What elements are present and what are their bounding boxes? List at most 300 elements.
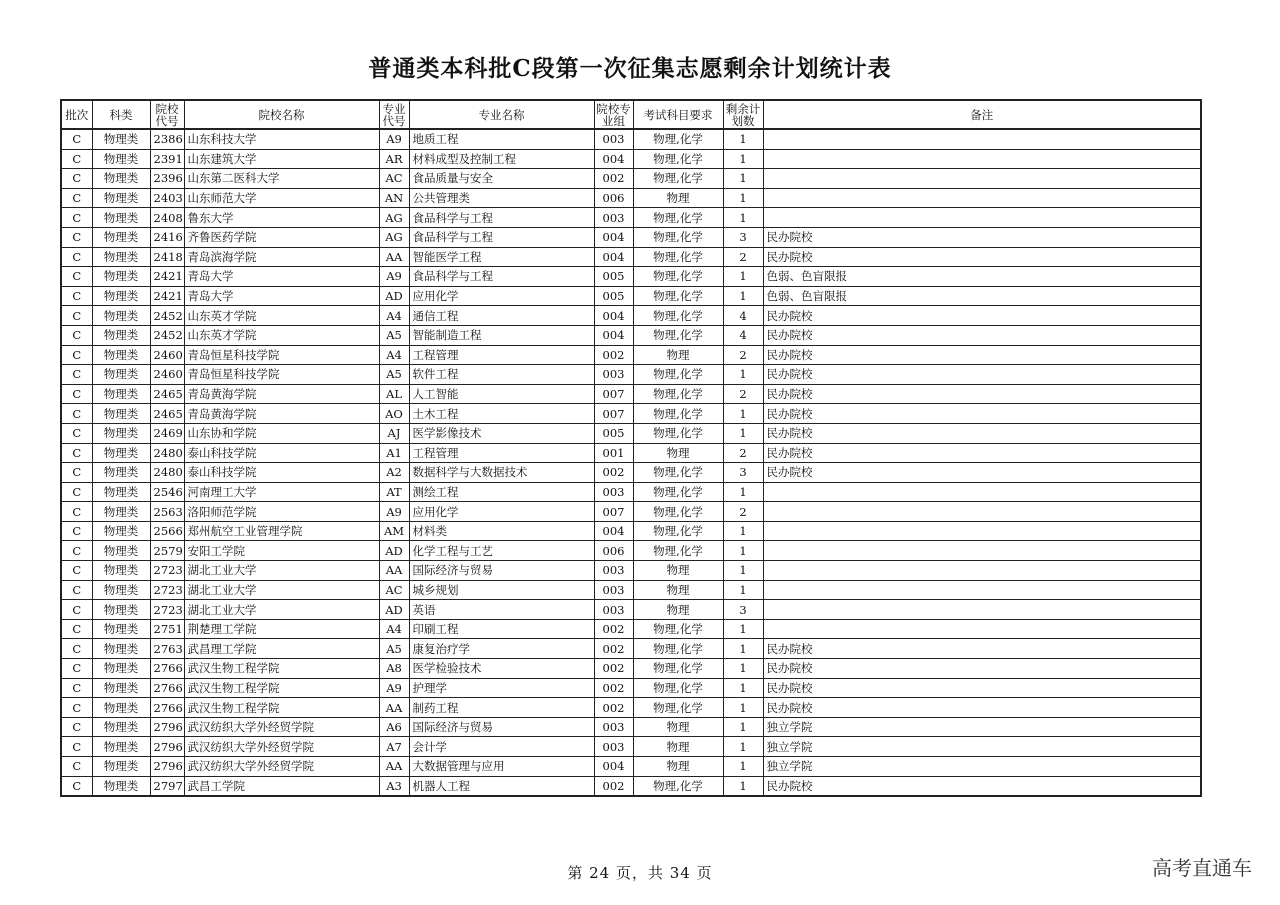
cell-school-code: 2579 [150, 541, 184, 561]
table-row [61, 384, 1201, 404]
cell-subject-req: 物理,化学 [633, 267, 723, 287]
cell-school-code: 2763 [150, 639, 184, 659]
cell-major-name: 地质工程 [409, 129, 594, 149]
cell-category: 物理类 [92, 227, 150, 247]
table-row [61, 659, 1201, 679]
cell-major-group: 002 [594, 619, 633, 639]
cell-remaining: 1 [723, 286, 763, 306]
table-row [61, 580, 1201, 600]
cell-remaining: 1 [723, 267, 763, 287]
cell-school-name: 山东协和学院 [184, 423, 379, 443]
cell-subject-req: 物理,化学 [633, 149, 723, 169]
cell-remarks [763, 619, 1201, 639]
cell-major-group: 002 [594, 463, 633, 483]
cell-remaining: 2 [723, 384, 763, 404]
cell-remaining: 1 [723, 639, 763, 659]
cell-school-name: 武汉生物工程学院 [184, 678, 379, 698]
cell-category: 物理类 [92, 757, 150, 777]
cell-remaining: 1 [723, 659, 763, 679]
cell-batch: C [61, 286, 92, 306]
table-row [61, 208, 1201, 228]
cell-major-group: 006 [594, 188, 633, 208]
cell-major-group: 003 [594, 482, 633, 502]
cell-remaining: 3 [723, 600, 763, 620]
cell-major-group: 004 [594, 325, 633, 345]
cell-batch: C [61, 208, 92, 228]
cell-school-code: 2391 [150, 149, 184, 169]
cell-major-name: 医学影像技术 [409, 423, 594, 443]
cell-remaining: 1 [723, 757, 763, 777]
cell-school-code: 2723 [150, 600, 184, 620]
cell-major-name: 城乡规划 [409, 580, 594, 600]
cell-school-name: 武汉生物工程学院 [184, 659, 379, 679]
cell-school-code: 2766 [150, 659, 184, 679]
cell-school-name: 武昌理工学院 [184, 639, 379, 659]
cell-school-code: 2723 [150, 561, 184, 581]
cell-major-group: 003 [594, 561, 633, 581]
cell-major-code: A9 [379, 129, 409, 149]
cell-batch: C [61, 169, 92, 189]
cell-remaining: 1 [723, 717, 763, 737]
cell-school-name: 山东英才学院 [184, 325, 379, 345]
cell-major-name: 软件工程 [409, 365, 594, 385]
cell-category: 物理类 [92, 776, 150, 796]
cell-remarks [763, 502, 1201, 522]
cell-subject-req: 物理,化学 [633, 521, 723, 541]
cell-remarks: 民办院校 [763, 384, 1201, 404]
cell-school-name: 武汉纺织大学外经贸学院 [184, 757, 379, 777]
cell-remarks [763, 561, 1201, 581]
cell-category: 物理类 [92, 267, 150, 287]
cell-subject-req: 物理 [633, 345, 723, 365]
table-row [61, 267, 1201, 287]
cell-subject-req: 物理,化学 [633, 208, 723, 228]
cell-remarks: 独立学院 [763, 737, 1201, 757]
cell-major-name: 医学检验技术 [409, 659, 594, 679]
cell-category: 物理类 [92, 717, 150, 737]
cell-category: 物理类 [92, 423, 150, 443]
cell-remaining: 2 [723, 247, 763, 267]
cell-major-name: 印刷工程 [409, 619, 594, 639]
cell-major-name: 大数据管理与应用 [409, 757, 594, 777]
cell-major-code: AA [379, 698, 409, 718]
cell-category: 物理类 [92, 169, 150, 189]
cell-remarks: 独立学院 [763, 757, 1201, 777]
cell-major-code: A4 [379, 306, 409, 326]
cell-school-name: 青岛滨海学院 [184, 247, 379, 267]
header-major-code: 专业代号 [379, 100, 409, 129]
cell-remarks: 民办院校 [763, 443, 1201, 463]
cell-subject-req: 物理,化学 [633, 463, 723, 483]
cell-major-group: 004 [594, 247, 633, 267]
cell-subject-req: 物理 [633, 561, 723, 581]
cell-subject-req: 物理,化学 [633, 169, 723, 189]
cell-batch: C [61, 482, 92, 502]
cell-remaining: 3 [723, 463, 763, 483]
table-row [61, 227, 1201, 247]
cell-school-code: 2796 [150, 717, 184, 737]
cell-category: 物理类 [92, 580, 150, 600]
cell-remarks: 民办院校 [763, 698, 1201, 718]
cell-category: 物理类 [92, 247, 150, 267]
cell-remarks [763, 541, 1201, 561]
cell-major-name: 智能医学工程 [409, 247, 594, 267]
cell-major-code: A2 [379, 463, 409, 483]
table-row [61, 306, 1201, 326]
cell-batch: C [61, 227, 92, 247]
cell-major-group: 002 [594, 698, 633, 718]
cell-major-group: 006 [594, 541, 633, 561]
cell-major-name: 应用化学 [409, 502, 594, 522]
table-row [61, 286, 1201, 306]
cell-remarks: 民办院校 [763, 423, 1201, 443]
cell-major-code: AM [379, 521, 409, 541]
header-remaining: 剩余计划数 [723, 100, 763, 129]
cell-school-name: 湖北工业大学 [184, 600, 379, 620]
cell-major-group: 001 [594, 443, 633, 463]
cell-subject-req: 物理,化学 [633, 129, 723, 149]
cell-school-code: 2469 [150, 423, 184, 443]
cell-major-group: 003 [594, 208, 633, 228]
cell-major-group: 004 [594, 521, 633, 541]
cell-remaining: 1 [723, 169, 763, 189]
cell-remarks [763, 208, 1201, 228]
cell-batch: C [61, 717, 92, 737]
cell-school-name: 郑州航空工业管理学院 [184, 521, 379, 541]
cell-remaining: 1 [723, 521, 763, 541]
table-row [61, 463, 1201, 483]
cell-major-name: 化学工程与工艺 [409, 541, 594, 561]
table-row [61, 423, 1201, 443]
cell-category: 物理类 [92, 345, 150, 365]
cell-category: 物理类 [92, 306, 150, 326]
cell-category: 物理类 [92, 365, 150, 385]
cell-major-name: 材料成型及控制工程 [409, 149, 594, 169]
cell-major-code: AL [379, 384, 409, 404]
table-row [61, 502, 1201, 522]
cell-batch: C [61, 306, 92, 326]
cell-school-code: 2480 [150, 443, 184, 463]
cell-remaining: 1 [723, 776, 763, 796]
cell-category: 物理类 [92, 463, 150, 483]
cell-remaining: 2 [723, 502, 763, 522]
cell-subject-req: 物理,化学 [633, 639, 723, 659]
table-row [61, 776, 1201, 796]
cell-school-name: 青岛黄海学院 [184, 404, 379, 424]
cell-school-name: 山东第二医科大学 [184, 169, 379, 189]
table-row [61, 188, 1201, 208]
cell-category: 物理类 [92, 208, 150, 228]
cell-category: 物理类 [92, 737, 150, 757]
cell-batch: C [61, 267, 92, 287]
cell-remaining: 1 [723, 149, 763, 169]
cell-major-name: 国际经济与贸易 [409, 717, 594, 737]
cell-school-code: 2766 [150, 678, 184, 698]
cell-category: 物理类 [92, 188, 150, 208]
cell-school-code: 2796 [150, 757, 184, 777]
cell-batch: C [61, 600, 92, 620]
cell-subject-req: 物理 [633, 717, 723, 737]
cell-major-name: 机器人工程 [409, 776, 594, 796]
cell-major-name: 国际经济与贸易 [409, 561, 594, 581]
cell-remaining: 1 [723, 678, 763, 698]
cell-school-code: 2723 [150, 580, 184, 600]
cell-major-code: A3 [379, 776, 409, 796]
cell-major-group: 004 [594, 757, 633, 777]
cell-major-code: AO [379, 404, 409, 424]
cell-batch: C [61, 325, 92, 345]
cell-major-name: 康复治疗学 [409, 639, 594, 659]
header-remarks: 备注 [763, 100, 1201, 129]
cell-category: 物理类 [92, 619, 150, 639]
cell-subject-req: 物理,化学 [633, 541, 723, 561]
cell-remarks: 色弱、色盲限报 [763, 286, 1201, 306]
cell-major-group: 002 [594, 169, 633, 189]
cell-school-name: 青岛恒星科技学院 [184, 365, 379, 385]
cell-remarks: 民办院校 [763, 365, 1201, 385]
cell-school-name: 青岛恒星科技学院 [184, 345, 379, 365]
table-row [61, 737, 1201, 757]
cell-remarks: 民办院校 [763, 325, 1201, 345]
table-row [61, 365, 1201, 385]
cell-major-name: 食品质量与安全 [409, 169, 594, 189]
cell-major-name: 土木工程 [409, 404, 594, 424]
table-row [61, 619, 1201, 639]
cell-subject-req: 物理 [633, 188, 723, 208]
cell-school-name: 湖北工业大学 [184, 561, 379, 581]
cell-category: 物理类 [92, 443, 150, 463]
cell-school-code: 2751 [150, 619, 184, 639]
cell-category: 物理类 [92, 678, 150, 698]
cell-school-code: 2460 [150, 345, 184, 365]
cell-major-code: AR [379, 149, 409, 169]
cell-major-group: 003 [594, 365, 633, 385]
cell-remarks: 民办院校 [763, 306, 1201, 326]
cell-category: 物理类 [92, 286, 150, 306]
cell-category: 物理类 [92, 325, 150, 345]
cell-school-code: 2421 [150, 267, 184, 287]
cell-major-name: 食品科学与工程 [409, 208, 594, 228]
cell-subject-req: 物理 [633, 580, 723, 600]
cell-remaining: 1 [723, 619, 763, 639]
table-row [61, 639, 1201, 659]
cell-remarks: 民办院校 [763, 678, 1201, 698]
cell-school-code: 2563 [150, 502, 184, 522]
cell-major-code: AD [379, 541, 409, 561]
cell-subject-req: 物理 [633, 737, 723, 757]
cell-batch: C [61, 521, 92, 541]
cell-category: 物理类 [92, 384, 150, 404]
header-major-name: 专业名称 [409, 100, 594, 129]
cell-major-name: 制药工程 [409, 698, 594, 718]
cell-remarks [763, 188, 1201, 208]
cell-school-name: 山东师范大学 [184, 188, 379, 208]
cell-school-code: 2566 [150, 521, 184, 541]
cell-batch: C [61, 502, 92, 522]
cell-category: 物理类 [92, 129, 150, 149]
cell-batch: C [61, 698, 92, 718]
table-row [61, 247, 1201, 267]
cell-remaining: 3 [723, 227, 763, 247]
cell-subject-req: 物理 [633, 757, 723, 777]
table-row [61, 482, 1201, 502]
cell-batch: C [61, 659, 92, 679]
cell-batch: C [61, 404, 92, 424]
cell-remarks: 色弱、色盲限报 [763, 267, 1201, 287]
cell-school-name: 河南理工大学 [184, 482, 379, 502]
table-header-row [61, 100, 1201, 129]
cell-school-code: 2386 [150, 129, 184, 149]
cell-remarks [763, 169, 1201, 189]
cell-remarks [763, 149, 1201, 169]
cell-remaining: 1 [723, 365, 763, 385]
page-number: 第 24 页，共 34 页 [567, 864, 713, 882]
cell-major-group: 004 [594, 306, 633, 326]
cell-major-group: 005 [594, 267, 633, 287]
cell-school-code: 2797 [150, 776, 184, 796]
cell-subject-req: 物理,化学 [633, 698, 723, 718]
cell-school-code: 2546 [150, 482, 184, 502]
cell-remarks: 民办院校 [763, 247, 1201, 267]
cell-school-name: 青岛大学 [184, 286, 379, 306]
cell-batch: C [61, 443, 92, 463]
cell-major-code: AD [379, 600, 409, 620]
cell-major-group: 007 [594, 404, 633, 424]
cell-batch: C [61, 129, 92, 149]
cell-subject-req: 物理,化学 [633, 423, 723, 443]
cell-school-code: 2403 [150, 188, 184, 208]
cell-batch: C [61, 678, 92, 698]
cell-batch: C [61, 423, 92, 443]
cell-major-code: A8 [379, 659, 409, 679]
table-body [61, 129, 1201, 796]
cell-major-name: 数据科学与大数据技术 [409, 463, 594, 483]
cell-major-name: 材料类 [409, 521, 594, 541]
cell-major-name: 通信工程 [409, 306, 594, 326]
cell-category: 物理类 [92, 698, 150, 718]
cell-major-name: 人工智能 [409, 384, 594, 404]
cell-remaining: 1 [723, 561, 763, 581]
cell-school-name: 青岛大学 [184, 267, 379, 287]
cell-subject-req: 物理,化学 [633, 482, 723, 502]
cell-major-code: AJ [379, 423, 409, 443]
table-row [61, 521, 1201, 541]
cell-major-name: 英语 [409, 600, 594, 620]
cell-school-name: 青岛黄海学院 [184, 384, 379, 404]
header-major-group: 院校专业组 [594, 100, 633, 129]
cell-major-group: 002 [594, 659, 633, 679]
cell-major-code: AC [379, 169, 409, 189]
cell-major-code: A9 [379, 502, 409, 522]
cell-remarks [763, 600, 1201, 620]
cell-school-name: 山东建筑大学 [184, 149, 379, 169]
cell-remarks: 民办院校 [763, 345, 1201, 365]
cell-remarks [763, 129, 1201, 149]
cell-school-code: 2452 [150, 325, 184, 345]
cell-category: 物理类 [92, 521, 150, 541]
cell-school-code: 2418 [150, 247, 184, 267]
cell-remaining: 1 [723, 737, 763, 757]
cell-major-name: 工程管理 [409, 345, 594, 365]
cell-major-group: 007 [594, 502, 633, 522]
cell-remarks [763, 482, 1201, 502]
table-row [61, 149, 1201, 169]
cell-school-name: 荆楚理工学院 [184, 619, 379, 639]
cell-remaining: 2 [723, 443, 763, 463]
cell-remarks: 民办院校 [763, 463, 1201, 483]
cell-major-code: A1 [379, 443, 409, 463]
cell-school-name: 湖北工业大学 [184, 580, 379, 600]
cell-major-group: 002 [594, 678, 633, 698]
cell-subject-req: 物理,化学 [633, 365, 723, 385]
cell-school-name: 洛阳师范学院 [184, 502, 379, 522]
cell-subject-req: 物理,化学 [633, 776, 723, 796]
cell-batch: C [61, 149, 92, 169]
cell-remaining: 1 [723, 188, 763, 208]
table-row [61, 541, 1201, 561]
cell-remaining: 1 [723, 404, 763, 424]
cell-remaining: 2 [723, 345, 763, 365]
table-row [61, 169, 1201, 189]
cell-school-code: 2766 [150, 698, 184, 718]
cell-subject-req: 物理,化学 [633, 286, 723, 306]
cell-school-code: 2460 [150, 365, 184, 385]
cell-category: 物理类 [92, 502, 150, 522]
cell-school-code: 2396 [150, 169, 184, 189]
cell-remarks [763, 580, 1201, 600]
cell-major-group: 004 [594, 149, 633, 169]
cell-remaining: 1 [723, 423, 763, 443]
cell-batch: C [61, 365, 92, 385]
cell-major-group: 003 [594, 737, 633, 757]
cell-major-code: AN [379, 188, 409, 208]
cell-batch: C [61, 247, 92, 267]
cell-category: 物理类 [92, 149, 150, 169]
cell-major-code: AG [379, 227, 409, 247]
cell-batch: C [61, 580, 92, 600]
cell-major-code: A6 [379, 717, 409, 737]
cell-school-code: 2465 [150, 384, 184, 404]
cell-school-name: 山东科技大学 [184, 129, 379, 149]
cell-major-group: 002 [594, 776, 633, 796]
table-row [61, 404, 1201, 424]
watermark: 高考直通车 [1152, 856, 1252, 880]
cell-major-code: A5 [379, 365, 409, 385]
header-category: 科类 [92, 100, 150, 129]
cell-remaining: 1 [723, 129, 763, 149]
cell-remarks: 独立学院 [763, 717, 1201, 737]
cell-batch: C [61, 757, 92, 777]
cell-remarks: 民办院校 [763, 776, 1201, 796]
cell-major-code: A9 [379, 267, 409, 287]
cell-school-name: 安阳工学院 [184, 541, 379, 561]
cell-major-code: A7 [379, 737, 409, 757]
cell-major-group: 002 [594, 639, 633, 659]
cell-school-code: 2408 [150, 208, 184, 228]
table-row [61, 325, 1201, 345]
plan-table [60, 99, 1202, 797]
cell-major-name: 工程管理 [409, 443, 594, 463]
cell-school-name: 泰山科技学院 [184, 463, 379, 483]
cell-school-code: 2465 [150, 404, 184, 424]
cell-batch: C [61, 463, 92, 483]
cell-school-name: 武汉纺织大学外经贸学院 [184, 737, 379, 757]
cell-major-name: 食品科学与工程 [409, 267, 594, 287]
cell-major-group: 003 [594, 129, 633, 149]
cell-subject-req: 物理,化学 [633, 502, 723, 522]
cell-batch: C [61, 561, 92, 581]
header-batch: 批次 [61, 100, 92, 129]
